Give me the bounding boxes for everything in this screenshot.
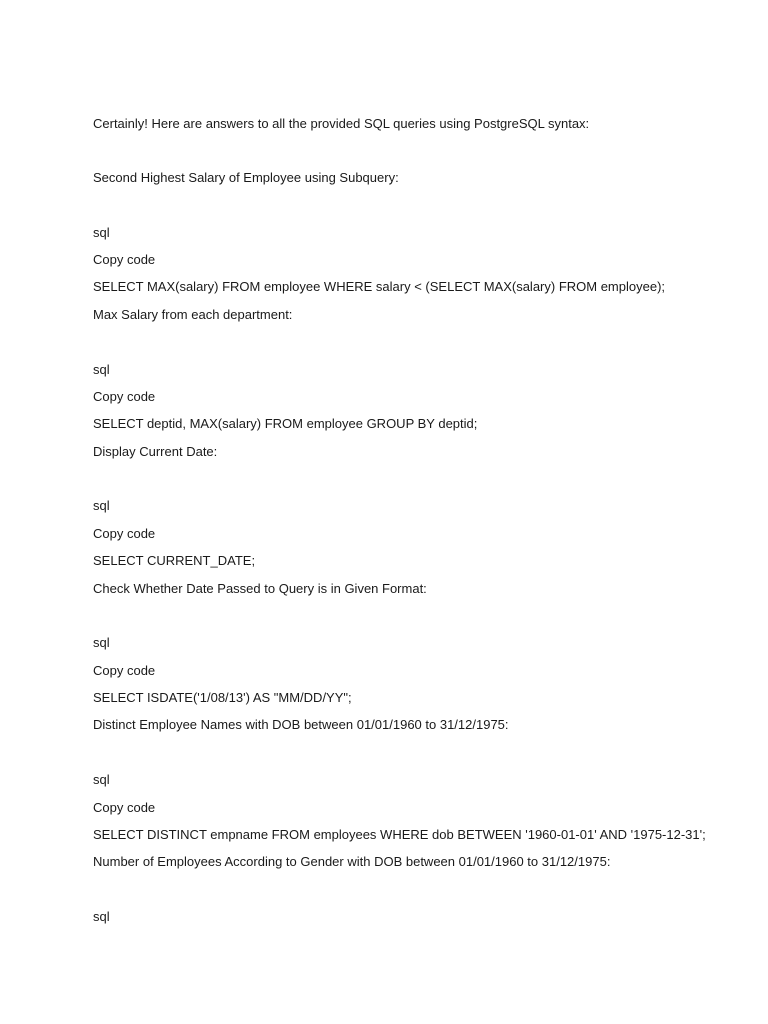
section-heading: Display Current Date: — [93, 444, 218, 459]
code-language-label: sql — [93, 362, 110, 377]
code-line: SELECT ISDATE('1/08/13') AS "MM/DD/YY"; — [93, 690, 352, 705]
code-language-label: sql — [93, 498, 110, 513]
code-language-label: sql — [93, 772, 110, 787]
section-heading: Check Whether Date Passed to Query is in Given Format: — [93, 581, 427, 596]
code-line: SELECT DISTINCT empname FROM employees WHERE dob BETWEEN '1960-01-01' AND '1975-12-31'; — [93, 827, 706, 842]
code-line: SELECT MAX(salary) FROM employee WHERE salary < (SELECT MAX(salary) FROM employee); — [93, 279, 666, 294]
code-language-label: sql — [93, 909, 110, 924]
intro-text: Certainly! Here are answers to all the provided SQL queries using PostgreSQL syntax: — [93, 116, 590, 131]
code-line: SELECT deptid, MAX(salary) FROM employee GROUP BY deptid; — [93, 416, 478, 431]
code-line: SELECT CURRENT_DATE; — [93, 553, 256, 568]
copy-code-button[interactable]: Copy code — [93, 252, 156, 267]
copy-code-button[interactable]: Copy code — [93, 663, 156, 678]
code-language-label: sql — [93, 635, 110, 650]
section-heading: Number of Employees According to Gender with DOB between 01/01/1960 to 31/12/1975: — [93, 854, 611, 869]
section-heading: Distinct Employee Names with DOB between 01/01/1960 to 31/12/1975: — [93, 717, 509, 732]
code-language-label: sql — [93, 225, 110, 240]
section-heading: Max Salary from each department: — [93, 307, 293, 322]
copy-code-button[interactable]: Copy code — [93, 526, 156, 541]
copy-code-button[interactable]: Copy code — [93, 800, 156, 815]
section-heading: Second Highest Salary of Employee using Subquery: — [93, 170, 399, 185]
copy-code-button[interactable]: Copy code — [93, 389, 156, 404]
